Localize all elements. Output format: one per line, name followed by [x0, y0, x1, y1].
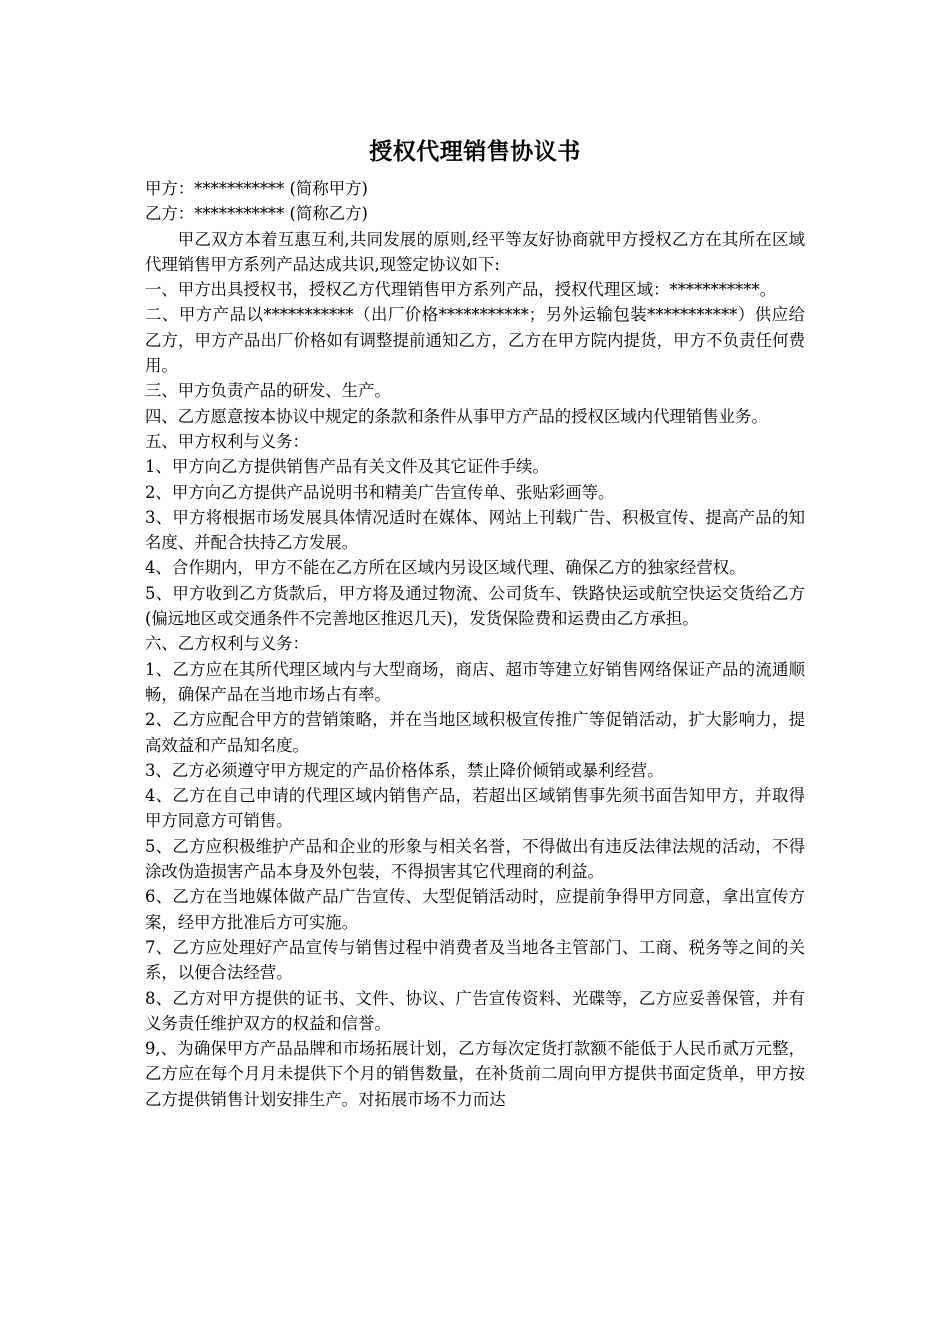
document-paragraph: 5、甲方收到乙方货款后，甲方将及通过物流、公司货车、铁路快运或航空快运交货给乙方(偏远地区或交通条件不完善地区推迟几天)，发货保险费和运费由乙方承担。: [145, 583, 805, 629]
document-paragraph: 1、乙方应在其所代理区域内与大型商场，商店、超市等建立好销售网络保证产品的流通顺畅，确保产品在当地市场占有率。: [145, 659, 805, 704]
document-paragraph: 二、甲方产品以***********（出厂价格***********；另外运输包装***********）供应给乙方，甲方产品出厂价格如有调整提前通知乙方，乙方在甲方院内提货，甲方不负责任何费用。: [145, 305, 805, 376]
document-paragraph: 一、甲方出具授权书，授权乙方代理销售甲方系列产品，授权代理区域：***********。: [145, 280, 777, 300]
document-paragraph: 3、乙方必须遵守甲方规定的产品价格体系，禁止降价倾销或暴利经营。: [145, 760, 664, 780]
document-paragraph: 甲乙双方本着互惠互利,共同发展的原则,经平等友好协商就甲方授权乙方在其所在区域代理销售甲方系列产品达成共识,现签定协议如下:: [145, 229, 805, 274]
document-paragraph: 五、甲方权利与义务：: [145, 431, 309, 451]
document-paragraph: 5、乙方应积极维护产品和企业的形象与相关名誉，不得做出有违反法律法规的活动，不得涂改伪造损害产品本身及外包装，不得损害其它代理商的利益。: [145, 836, 805, 882]
document-paragraph: 四、乙方愿意按本协议中规定的条款和条件从事甲方产品的授权区域内代理销售业务。: [145, 406, 768, 426]
document-title: 授权代理销售协议书: [369, 138, 581, 165]
document-paragraph: 三、甲方负责产品的研发、生产。: [145, 381, 391, 401]
document-paragraph: 1、甲方向乙方提供销售产品有关文件及其它证件手续。: [145, 457, 549, 477]
document-paragraph: 3、甲方将根据市场发展具体情况适时在媒体、网站上刊载广告、积极宣传、提高产品的知名度、并配合扶持乙方发展。: [145, 507, 805, 553]
document-paragraph: 2、乙方应配合甲方的营销策略，并在当地区域积极宣传推广等促销活动，扩大影响力，提高效益和产品知名度。: [145, 710, 805, 755]
document-paragraph: 4、乙方在自己申请的代理区域内销售产品，若超出区域销售事先须书面告知甲方，并取得甲方同意方可销售。: [145, 786, 805, 831]
document-paragraph: 乙方：*********** (简称乙方): [145, 204, 368, 224]
document-paragraph: 7、乙方应处理好产品宣传与销售过程中消费者及当地各主管部门、工商、税务等之间的关系，以便合法经营。: [145, 937, 805, 983]
document-body: [145, 176, 805, 1112]
document-paragraph: 六、乙方权利与义务：: [145, 634, 309, 654]
document-paragraph: 9,、为确保甲方产品品牌和市场拓展计划，乙方每次定货打款额不能低于人民币贰万元整，乙方应在每个月月未提供下个月的销售数量，在补货前二周向甲方提供书面定货单，甲方按乙方提供销售计划安排生产。对拓展市场不力而达: [145, 1039, 805, 1109]
document-paragraph: 甲方：*********** (简称甲方): [145, 179, 368, 198]
document-paragraph: 8、乙方对甲方提供的证书、文件、协议、广告宣传资料、光碟等，乙方应妥善保管，并有义务责任维护双方的权益和信誉。: [145, 988, 805, 1033]
document-paragraph: 2、甲方向乙方提供产品说明书和精美广告宣传单、张贴彩画等。: [145, 482, 615, 502]
document-paragraph: 6、乙方在当地媒体做产品广告宣传、大型促销活动时，应提前争得甲方同意，拿出宣传方案，经甲方批准后方可实施。: [145, 887, 805, 932]
document-paragraph: 4、合作期内，甲方不能在乙方所在区域内另设区域代理、确保乙方的独家经营权。: [145, 558, 746, 578]
